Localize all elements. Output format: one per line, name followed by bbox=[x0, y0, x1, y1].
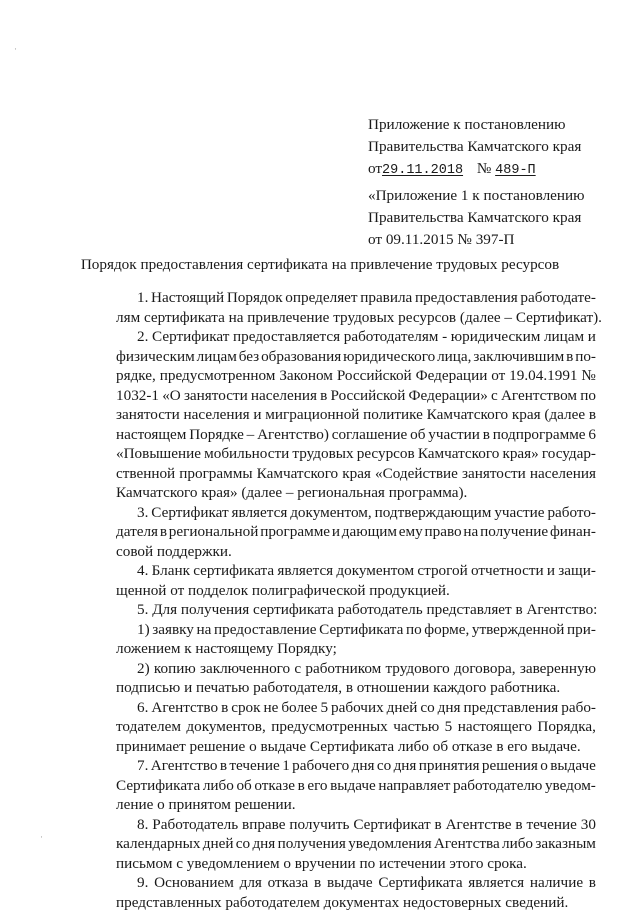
paragraph-line: 6. Агентство в срок не более 5 рабочих дней со дня представления рабо- bbox=[116, 698, 596, 718]
paragraph bbox=[116, 659, 596, 698]
original-appendix-header-line: Правительства Камчатского края bbox=[368, 207, 630, 229]
paragraph-line: щенной от подделок полиграфической продукцией. bbox=[116, 581, 596, 601]
paragraph-line: 2. Сертификат предоставляется работодателям - юридическим лицам и bbox=[116, 327, 596, 347]
paragraph-line: лям сертификата на привлечение трудовых ресурсов (далее – Сертификат). bbox=[116, 308, 596, 328]
paragraph-line: 9. Основанием для отказа в выдаче Сертификата является наличие в bbox=[116, 873, 596, 893]
paragraph-line: 1. Настоящий Порядок определяет правила предоставления работодате- bbox=[116, 288, 596, 308]
paragraph-line: тодателем документов, предусмотренных частью 5 настоящего Порядка, bbox=[116, 717, 596, 737]
appendix-header-line: Правительства Камчатского края bbox=[368, 136, 630, 158]
paragraph bbox=[116, 873, 596, 912]
scan-speck: · bbox=[14, 44, 17, 54]
paragraph-line: 1032-1 «О занятости населения в Российской Федерации» с Агентством по bbox=[116, 386, 596, 406]
paragraph-line: 4. Бланк сертификата является документом строгой отчетности и защи- bbox=[116, 561, 596, 581]
paragraph-line: совой поддержки. bbox=[116, 542, 596, 562]
original-appendix-header-line: от 09.11.2015 № 397-П bbox=[368, 229, 630, 251]
paragraph bbox=[116, 815, 596, 874]
original-appendix-header-line: «Приложение 1 к постановлению bbox=[368, 185, 630, 207]
paragraph bbox=[116, 600, 596, 620]
paragraph-line: рядке, предусмотренном Законом Российской Федерации от 19.04.1991 № bbox=[116, 366, 596, 386]
date-prefix: от bbox=[368, 160, 382, 177]
paragraph-line: «Повышение мобильности трудовых ресурсов Камчатского края» государ- bbox=[116, 444, 596, 464]
paragraph bbox=[116, 288, 596, 327]
paragraph-line: представленных работодателем документах недостоверных сведений. bbox=[116, 893, 596, 912]
original-appendix-header bbox=[368, 185, 630, 251]
resolution-number: 489-П bbox=[495, 163, 536, 178]
scan-speck: · bbox=[40, 832, 43, 842]
paragraph bbox=[116, 327, 596, 503]
resolution-date: 29.11.2018 bbox=[382, 163, 463, 178]
appendix-header-line: Приложение к постановлению bbox=[368, 114, 630, 136]
paragraph-line: 5. Для получения сертификата работодатель представляет в Агентство: bbox=[116, 600, 596, 620]
paragraph-line: 2) копию заключенного с работником трудового договора, заверенную bbox=[116, 659, 596, 679]
paragraph-line: ственной программы Камчатского края «Содействие занятости населения bbox=[116, 464, 596, 484]
paragraph bbox=[116, 503, 596, 562]
paragraph-line: письмом с уведомлением о вручении по истечении этого срока. bbox=[116, 854, 596, 874]
paragraph-line: Камчатского края» (далее – региональная программа). bbox=[116, 483, 596, 503]
paragraph-line: ложением к настоящему Порядку; bbox=[116, 639, 596, 659]
paragraph-line: календарных дней со дня получения уведомления Агентства либо заказным bbox=[116, 834, 596, 854]
paragraph bbox=[116, 620, 596, 659]
paragraph-line: ление о принятом решении. bbox=[116, 795, 596, 815]
number-prefix: № bbox=[477, 160, 492, 177]
document-body bbox=[116, 288, 596, 912]
paragraph-line: физическим лицам без образования юридического лица, заключившим в по- bbox=[116, 347, 596, 367]
paragraph-line: дателя в региональной программе и дающим ему право на получение финан- bbox=[116, 522, 596, 542]
paragraph-line: 7. Агентство в течение 1 рабочего дня со дня принятия решения о выдаче bbox=[116, 756, 596, 776]
paragraph-line: 3. Сертификат является документом, подтверждающим участие работо- bbox=[116, 503, 596, 523]
paragraph-line: принимает решение о выдаче Сертификата либо об отказе в его выдаче. bbox=[116, 737, 596, 757]
paragraph bbox=[116, 756, 596, 815]
paragraph-line: подписью и печатью работодателя, в отношении каждого работника. bbox=[116, 678, 596, 698]
paragraph bbox=[116, 698, 596, 757]
paragraph-line: Сертификата либо об отказе в его выдаче направляет работодателю уведом- bbox=[116, 776, 596, 796]
appendix-header bbox=[368, 114, 630, 182]
paragraph-line: занятости населения и миграционной политике Камчатского края (далее в bbox=[116, 405, 596, 425]
paragraph-line: 8. Работодатель вправе получить Сертификат в Агентстве в течение 30 bbox=[116, 815, 596, 835]
paragraph-line: настоящем Порядке – Агентство) соглашение об участии в подпрограмме 6 bbox=[116, 425, 596, 445]
paragraph-line: 1) заявку на предоставление Сертификата по форме, утвержденной при- bbox=[116, 620, 596, 640]
appendix-header-date-line bbox=[368, 158, 630, 182]
document-title: Порядок предоставления сертификата на привлечение трудовых ресурсов bbox=[0, 254, 640, 276]
paragraph bbox=[116, 561, 596, 600]
